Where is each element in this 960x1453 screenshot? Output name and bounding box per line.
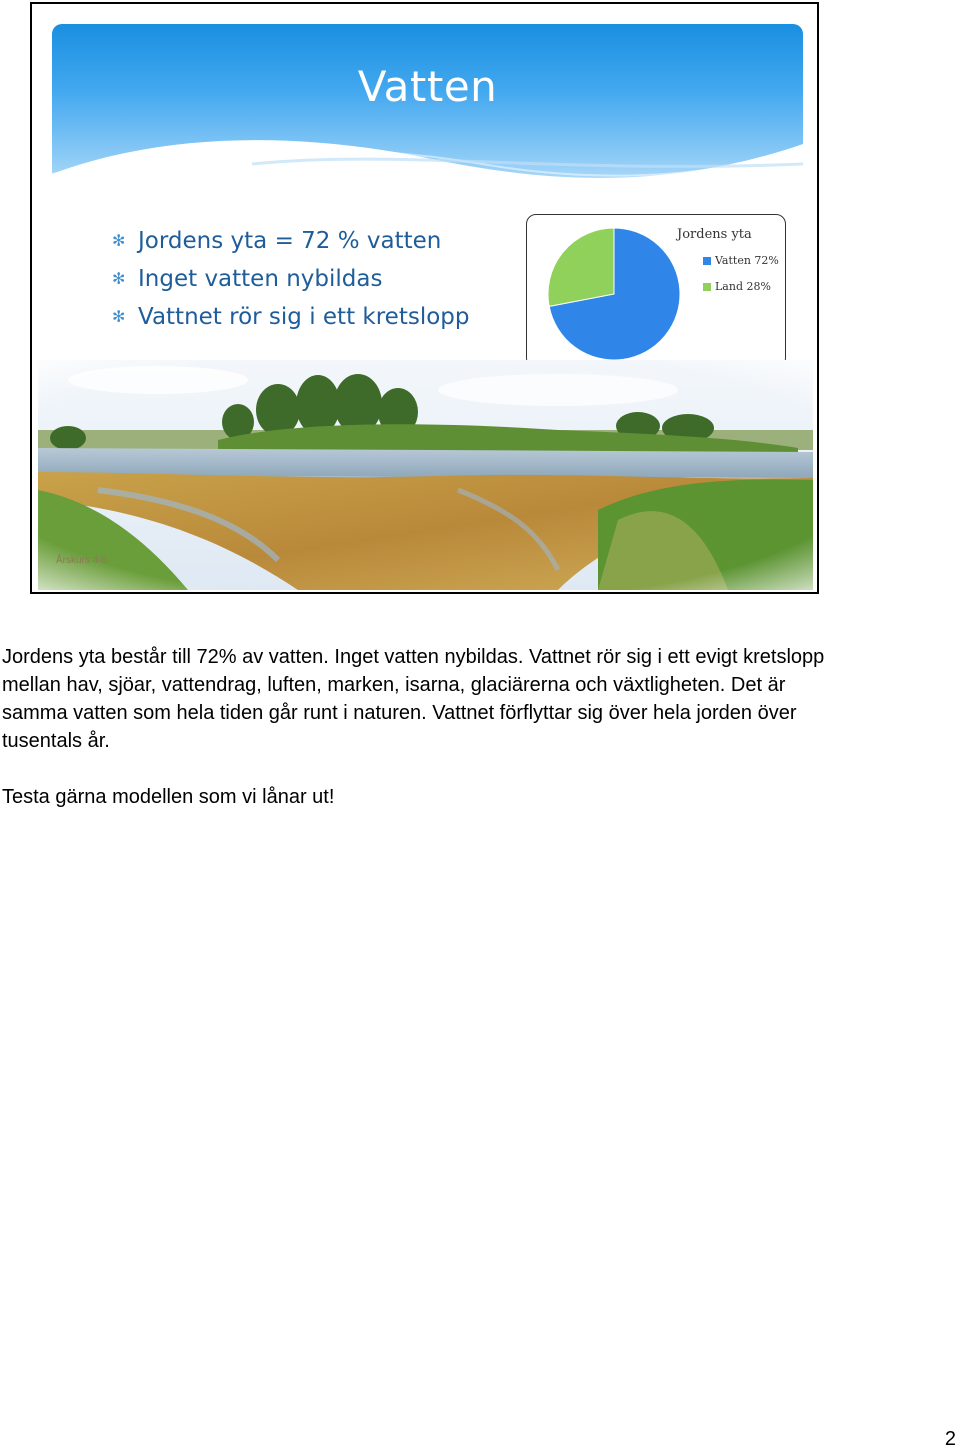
bullet-list bbox=[112, 222, 470, 336]
asterisk-bullet-icon: ✻ bbox=[112, 231, 126, 250]
notes-paragraph: Jordens yta består till 72% av vatten. Inget vatten nybildas. Vattnet rör sig i ett evigt kretslopp mellan hav, sjöar, vattendrag, luften, marken, isarna, glaciärerna och växtligheten. Det är samma vatten som hela tiden går runt i naturen. Vattnet förflyttar sig över hela jorden över tusentals år. bbox=[2, 646, 825, 752]
asterisk-bullet-icon: ✻ bbox=[112, 307, 126, 326]
asterisk-bullet-icon: ✻ bbox=[112, 269, 126, 288]
bullet-item bbox=[112, 260, 470, 298]
bullet-text: Jordens yta = 72 % vatten bbox=[138, 228, 442, 254]
slide-title: Vatten bbox=[357, 62, 498, 111]
speaker-notes bbox=[2, 643, 832, 839]
page-number: 2 bbox=[944, 1428, 956, 1450]
legend-swatch bbox=[703, 257, 711, 265]
bullet-text: Vattnet rör sig i ett kretslopp bbox=[138, 304, 470, 330]
legend-swatch bbox=[703, 283, 711, 291]
pie-chart bbox=[526, 214, 786, 368]
chart-legend bbox=[703, 253, 779, 305]
slide-header bbox=[52, 24, 803, 214]
wave-decoration bbox=[52, 24, 803, 214]
bullet-item bbox=[112, 222, 470, 260]
legend-label: Land 28% bbox=[715, 280, 771, 293]
bullet-item bbox=[112, 298, 470, 336]
notes-paragraph: Testa gärna modellen som vi lånar ut! bbox=[2, 786, 335, 808]
landscape-photo bbox=[38, 360, 813, 590]
legend-item-vatten bbox=[703, 253, 779, 279]
bullet-text: Inget vatten nybildas bbox=[138, 266, 383, 292]
pie-slice-land bbox=[548, 228, 614, 306]
slide bbox=[30, 2, 819, 594]
legend-label: Vatten 72% bbox=[715, 254, 779, 267]
chart-title: Jordens yta bbox=[677, 227, 752, 242]
legend-item-land bbox=[703, 279, 779, 305]
course-label: Årskurs 4-6 bbox=[56, 555, 108, 566]
